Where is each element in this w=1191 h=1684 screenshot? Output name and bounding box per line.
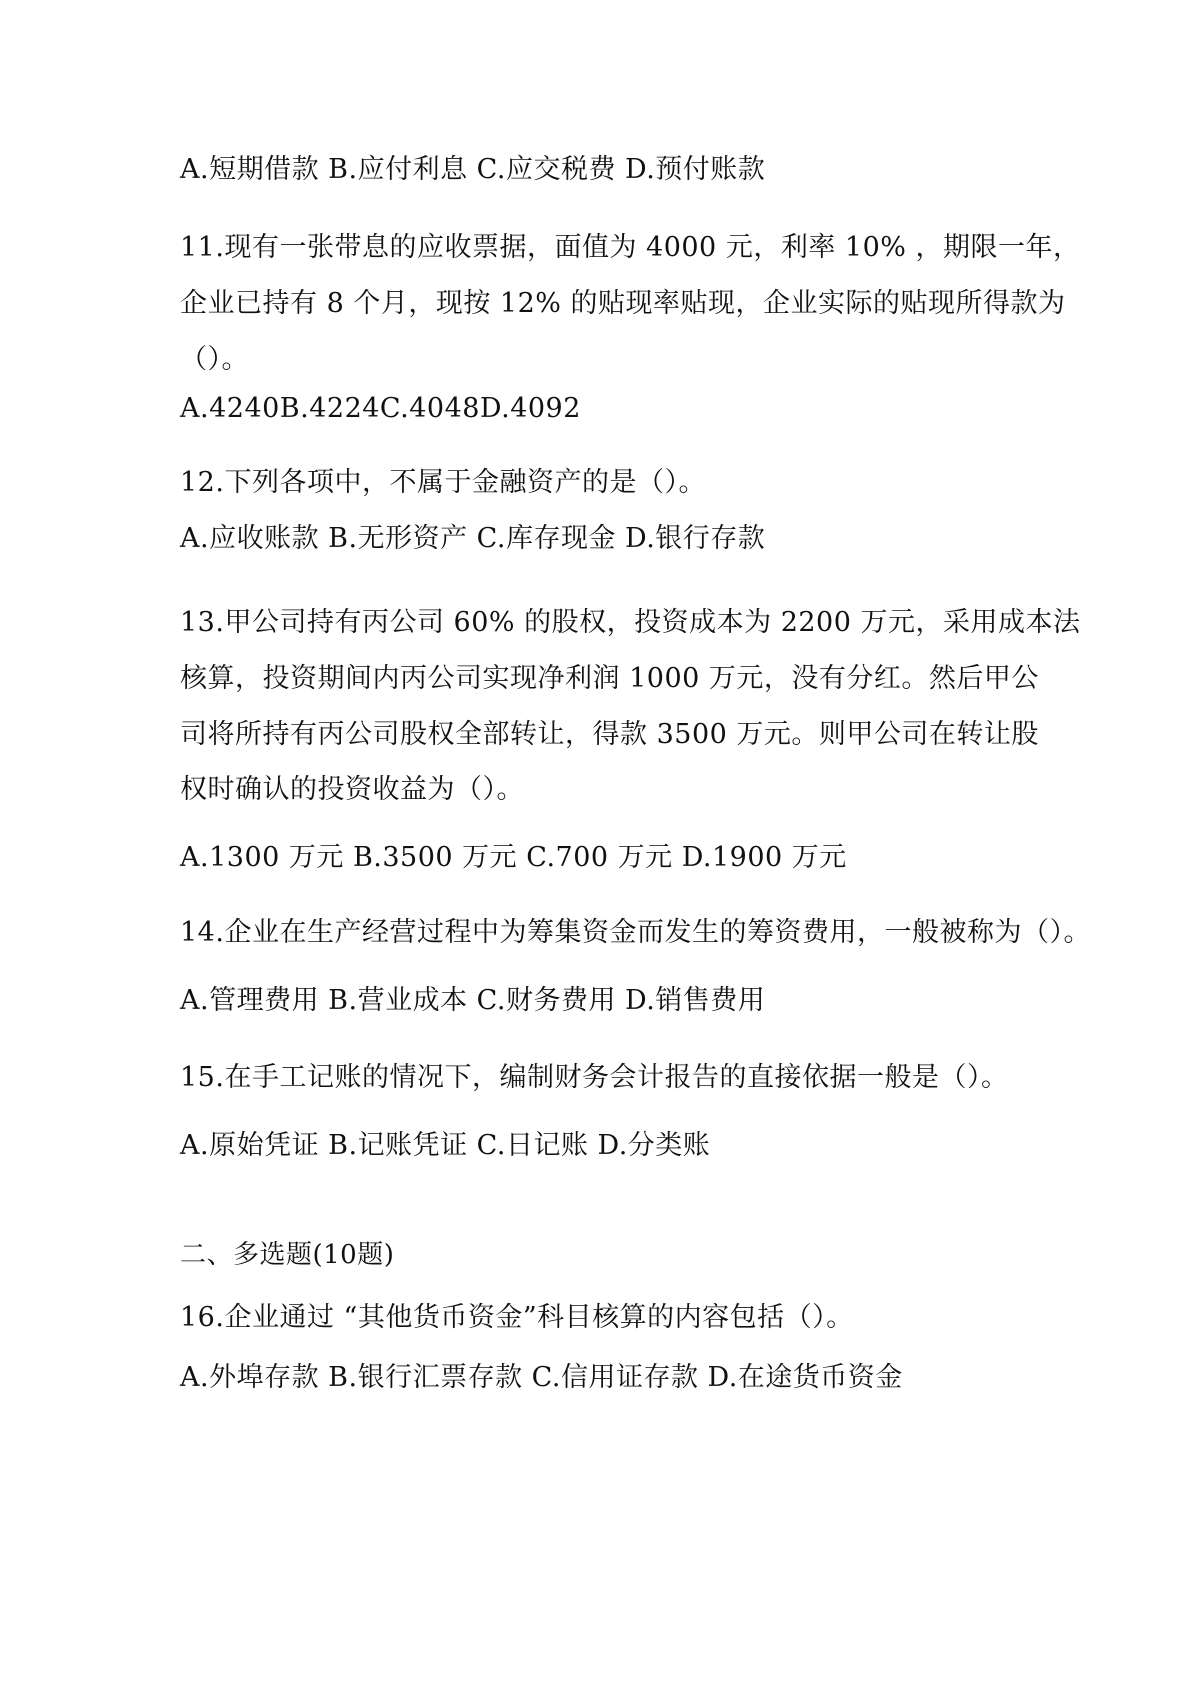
q13-options: A.1300 万元 B.3500 万元 C.700 万元 D.1900 万元 <box>180 842 847 873</box>
q11-text-line-3: （）。 <box>180 344 249 375</box>
q13-text-line-2: 核算，投资期间内丙公司实现净利润 1000 万元，没有分红。然后甲公 <box>180 663 1039 694</box>
q14-options: A.管理费用 B.营业成本 C.财务费用 D.销售费用 <box>180 985 766 1016</box>
section-heading: 二、多选题(10题) <box>180 1240 395 1270</box>
q16-options: A.外埠存款 B.银行汇票存款 C.信用证存款 D.在途货币资金 <box>180 1362 903 1393</box>
q15-options: A.原始凭证 B.记账凭证 C.日记账 D.分类账 <box>180 1130 711 1161</box>
q14-text: 14.企业在生产经营过程中为筹集资金而发生的筹资费用，一般被称为（）。 <box>180 917 1091 948</box>
q15-text: 15.在手工记账的情况下，编制财务会计报告的直接依据一般是（）。 <box>180 1062 1009 1093</box>
q11-text-line-2: 企业已持有 8 个月，现按 12% 的贴现率贴现，企业实际的贴现所得款为 <box>180 288 1066 319</box>
q16-text: 16.企业通过 “其他货币资金”科目核算的内容包括（）。 <box>180 1302 854 1333</box>
q11-text-line-1: 11.现有一张带息的应收票据，面值为 4000 元，利率 10% ，期限一年， <box>180 232 1081 263</box>
q11-options: A.4240B.4224C.4048D.4092 <box>180 393 581 424</box>
q13-text-line-1: 13.甲公司持有丙公司 60% 的股权，投资成本为 2200 万元，采用成本法 <box>180 607 1081 638</box>
q13-text-line-4: 权时确认的投资收益为（）。 <box>180 774 524 805</box>
q12-options: A.应收账款 B.无形资产 C.库存现金 D.银行存款 <box>180 523 766 554</box>
q12-text: 12.下列各项中，不属于金融资产的是（）。 <box>180 467 706 498</box>
q10-options: A.短期借款 B.应付利息 C.应交税费 D.预付账款 <box>180 154 766 185</box>
q13-text-line-3: 司将所持有丙公司股权全部转让，得款 3500 万元。则甲公司在转让股 <box>180 719 1039 750</box>
